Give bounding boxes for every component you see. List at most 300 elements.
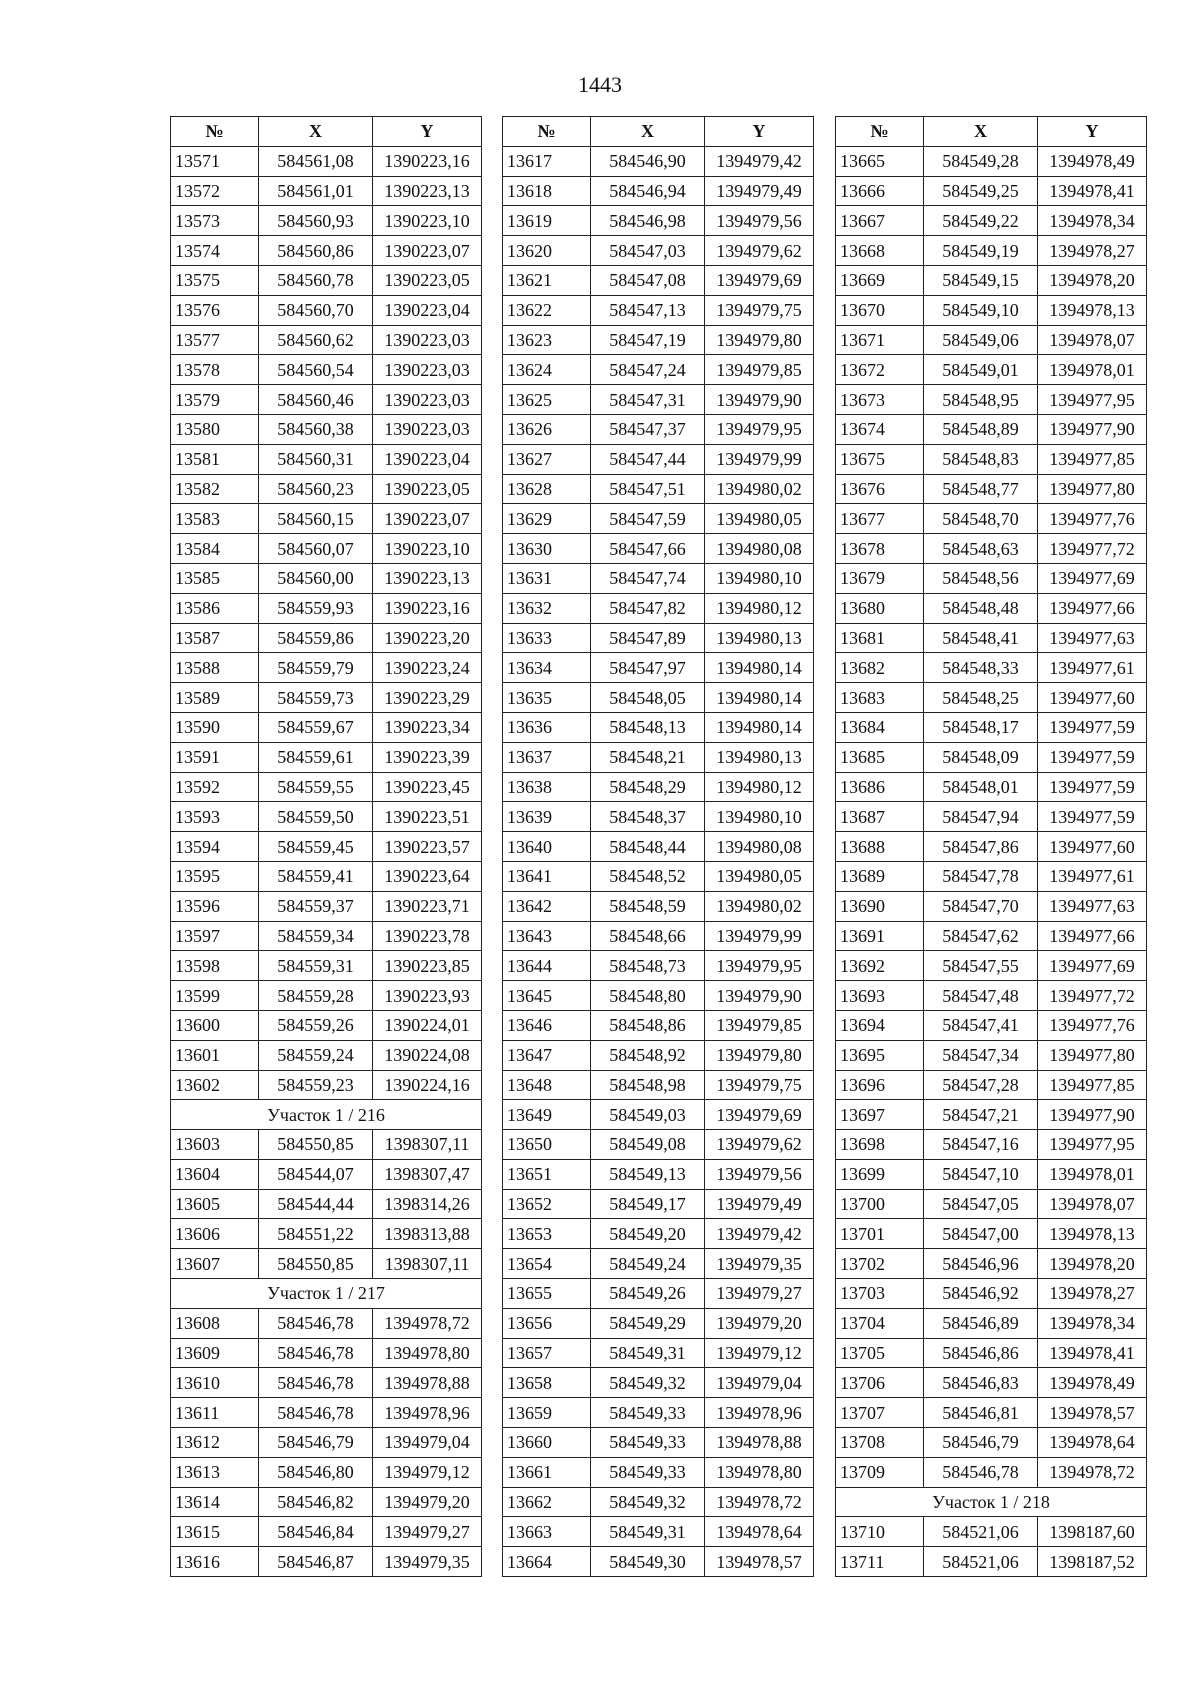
cell-number: 13579: [171, 385, 259, 415]
table-row: [503, 385, 814, 415]
table-row: [171, 1308, 482, 1338]
cell-y: 1390223,07: [373, 504, 482, 534]
cell-number: 13572: [171, 176, 259, 206]
cell-x: 584548,66: [591, 921, 705, 951]
cell-number: 13573: [171, 206, 259, 236]
table-row: [171, 772, 482, 802]
cell-number: 13600: [171, 1010, 259, 1040]
table-row: [171, 1159, 482, 1189]
header-number: №: [171, 117, 259, 147]
table-row: [503, 772, 814, 802]
cell-number: 13703: [836, 1279, 924, 1309]
cell-x: 584549,31: [591, 1338, 705, 1368]
cell-x: 584548,63: [924, 534, 1038, 564]
table-row: [836, 951, 1147, 981]
cell-number: 13621: [503, 265, 591, 295]
cell-number: 13624: [503, 355, 591, 385]
cell-y: 1394978,01: [1038, 355, 1147, 385]
table-row: [503, 563, 814, 593]
cell-x: 584560,46: [259, 385, 373, 415]
cell-number: 13690: [836, 891, 924, 921]
cell-y: 1394977,63: [1038, 891, 1147, 921]
cell-y: 1394979,80: [705, 1040, 814, 1070]
cell-y: 1390223,04: [373, 444, 482, 474]
cell-y: 1394978,72: [705, 1487, 814, 1517]
cell-x: 584546,79: [924, 1428, 1038, 1458]
table-row: [836, 444, 1147, 474]
cell-y: 1390223,24: [373, 653, 482, 683]
cell-number: 13662: [503, 1487, 591, 1517]
cell-x: 584546,79: [259, 1428, 373, 1458]
cell-number: 13684: [836, 712, 924, 742]
table-row: [171, 981, 482, 1011]
cell-x: 584559,45: [259, 832, 373, 862]
cell-y: 1394979,56: [705, 206, 814, 236]
cell-y: 1394977,59: [1038, 802, 1147, 832]
cell-number: 13648: [503, 1070, 591, 1100]
section-label: Участок 1 / 218: [836, 1487, 1147, 1517]
cell-x: 584548,13: [591, 712, 705, 742]
cell-y: 1390223,03: [373, 325, 482, 355]
cell-number: 13681: [836, 623, 924, 653]
cell-number: 13644: [503, 951, 591, 981]
cell-y: 1394977,72: [1038, 534, 1147, 564]
cell-y: 1394980,14: [705, 712, 814, 742]
cell-y: 1394980,12: [705, 593, 814, 623]
cell-y: 1390223,03: [373, 385, 482, 415]
cell-x: 584548,92: [591, 1040, 705, 1070]
cell-x: 584548,98: [591, 1070, 705, 1100]
cell-number: 13585: [171, 563, 259, 593]
cell-x: 584547,00: [924, 1219, 1038, 1249]
table-row: [836, 712, 1147, 742]
cell-number: 13587: [171, 623, 259, 653]
cell-y: 1394977,90: [1038, 1100, 1147, 1130]
cell-number: 13697: [836, 1100, 924, 1130]
header-y: Y: [373, 117, 482, 147]
cell-y: 1394979,20: [705, 1308, 814, 1338]
cell-x: 584547,48: [924, 981, 1038, 1011]
table-row: [503, 504, 814, 534]
cell-number: 13708: [836, 1428, 924, 1458]
cell-y: 1394977,61: [1038, 861, 1147, 891]
cell-y: 1390223,64: [373, 861, 482, 891]
cell-x: 584549,10: [924, 295, 1038, 325]
section-label: Участок 1 / 217: [171, 1279, 482, 1309]
cell-x: 584544,44: [259, 1189, 373, 1219]
table-row: [171, 1547, 482, 1577]
table-row: [171, 206, 482, 236]
cell-number: 13575: [171, 265, 259, 295]
table-row: [171, 504, 482, 534]
cell-y: 1398307,11: [373, 1249, 482, 1279]
cell-number: 13596: [171, 891, 259, 921]
cell-number: 13710: [836, 1517, 924, 1547]
cell-y: 1394978,34: [1038, 206, 1147, 236]
cell-x: 584549,08: [591, 1130, 705, 1160]
table-row: [503, 1279, 814, 1309]
cell-x: 584559,73: [259, 683, 373, 713]
cell-y: 1394979,99: [705, 444, 814, 474]
cell-number: 13617: [503, 146, 591, 176]
cell-x: 584549,13: [591, 1159, 705, 1189]
table-row: [171, 593, 482, 623]
cell-y: 1394977,60: [1038, 683, 1147, 713]
cell-number: 13698: [836, 1130, 924, 1160]
cell-x: 584549,32: [591, 1487, 705, 1517]
table-row: [171, 1070, 482, 1100]
cell-number: 13659: [503, 1398, 591, 1428]
table-row: [503, 265, 814, 295]
cell-x: 584561,01: [259, 176, 373, 206]
cell-y: 1390223,04: [373, 295, 482, 325]
table-row: [503, 295, 814, 325]
cell-y: 1390223,05: [373, 474, 482, 504]
cell-number: 13580: [171, 414, 259, 444]
table-row: [171, 325, 482, 355]
cell-y: 1394980,10: [705, 802, 814, 832]
cell-y: 1394979,85: [705, 355, 814, 385]
cell-y: 1394979,12: [373, 1457, 482, 1487]
table-row: [836, 742, 1147, 772]
cell-number: 13610: [171, 1368, 259, 1398]
cell-number: 13619: [503, 206, 591, 236]
cell-y: 1390223,07: [373, 236, 482, 266]
cell-number: 13614: [171, 1487, 259, 1517]
cell-x: 584547,31: [591, 385, 705, 415]
table-row: [503, 1219, 814, 1249]
table-row: [836, 146, 1147, 176]
cell-y: 1394978,34: [1038, 1308, 1147, 1338]
cell-number: 13689: [836, 861, 924, 891]
cell-y: 1394977,72: [1038, 981, 1147, 1011]
cell-y: 1394977,61: [1038, 653, 1147, 683]
cell-number: 13675: [836, 444, 924, 474]
table-row: [171, 474, 482, 504]
cell-x: 584560,93: [259, 206, 373, 236]
cell-number: 13578: [171, 355, 259, 385]
cell-number: 13611: [171, 1398, 259, 1428]
cell-y: 1394978,07: [1038, 1189, 1147, 1219]
table-row: [171, 1428, 482, 1458]
table-row: [171, 563, 482, 593]
cell-y: 1394977,76: [1038, 504, 1147, 534]
table-row: [171, 265, 482, 295]
cell-y: 1394979,27: [705, 1279, 814, 1309]
cell-y: 1398307,11: [373, 1130, 482, 1160]
cell-y: 1394978,20: [1038, 1249, 1147, 1279]
cell-x: 584559,50: [259, 802, 373, 832]
header-y: Y: [1038, 117, 1147, 147]
cell-number: 13696: [836, 1070, 924, 1100]
table-row: [171, 1189, 482, 1219]
cell-x: 584546,96: [924, 1249, 1038, 1279]
section-row: [171, 1100, 482, 1130]
cell-x: 584546,78: [259, 1338, 373, 1368]
cell-y: 1390223,93: [373, 981, 482, 1011]
cell-x: 584546,87: [259, 1547, 373, 1577]
cell-x: 584549,03: [591, 1100, 705, 1130]
cell-number: 13642: [503, 891, 591, 921]
cell-y: 1398187,60: [1038, 1517, 1147, 1547]
cell-y: 1394980,05: [705, 504, 814, 534]
cell-y: 1394980,14: [705, 683, 814, 713]
cell-y: 1390223,39: [373, 742, 482, 772]
cell-number: 13599: [171, 981, 259, 1011]
cell-x: 584548,80: [591, 981, 705, 1011]
table-row: [836, 1547, 1147, 1577]
table-row: [503, 1130, 814, 1160]
cell-y: 1394978,96: [705, 1398, 814, 1428]
cell-y: 1394979,12: [705, 1338, 814, 1368]
table-row: [171, 1249, 482, 1279]
cell-y: 1394977,95: [1038, 1130, 1147, 1160]
table-row: [836, 921, 1147, 951]
cell-y: 1390223,57: [373, 832, 482, 862]
cell-x: 584546,92: [924, 1279, 1038, 1309]
header-x: X: [591, 117, 705, 147]
table-row: [171, 623, 482, 653]
table-row: [836, 474, 1147, 504]
cell-y: 1390223,03: [373, 414, 482, 444]
cell-number: 13584: [171, 534, 259, 564]
cell-x: 584548,33: [924, 653, 1038, 683]
cell-x: 584559,23: [259, 1070, 373, 1100]
cell-number: 13652: [503, 1189, 591, 1219]
cell-y: 1394980,14: [705, 653, 814, 683]
cell-y: 1394979,27: [373, 1517, 482, 1547]
table-header-row: [503, 117, 814, 147]
cell-number: 13645: [503, 981, 591, 1011]
table-row: [503, 534, 814, 564]
cell-number: 13653: [503, 1219, 591, 1249]
cell-number: 13704: [836, 1308, 924, 1338]
cell-x: 584547,89: [591, 623, 705, 653]
table-row: [836, 1040, 1147, 1070]
cell-x: 584546,78: [259, 1398, 373, 1428]
cell-y: 1394979,35: [373, 1547, 482, 1577]
table-row: [171, 534, 482, 564]
cell-number: 13608: [171, 1308, 259, 1338]
cell-x: 584549,17: [591, 1189, 705, 1219]
table-row: [836, 1338, 1147, 1368]
cell-number: 13616: [171, 1547, 259, 1577]
table-row: [836, 504, 1147, 534]
cell-number: 13589: [171, 683, 259, 713]
cell-x: 584521,06: [924, 1547, 1038, 1577]
cell-x: 584547,10: [924, 1159, 1038, 1189]
cell-x: 584547,74: [591, 563, 705, 593]
cell-x: 584547,78: [924, 861, 1038, 891]
table-row: [503, 206, 814, 236]
table-row: [503, 474, 814, 504]
cell-number: 13669: [836, 265, 924, 295]
table-row: [171, 742, 482, 772]
table-row: [503, 1159, 814, 1189]
table-row: [503, 1428, 814, 1458]
cell-y: 1394978,64: [705, 1517, 814, 1547]
table-row: [503, 832, 814, 862]
table-row: [503, 1457, 814, 1487]
cell-number: 13629: [503, 504, 591, 534]
cell-x: 584548,52: [591, 861, 705, 891]
table-row: [836, 414, 1147, 444]
table-row: [171, 1368, 482, 1398]
cell-number: 13686: [836, 772, 924, 802]
cell-number: 13636: [503, 712, 591, 742]
cell-number: 13700: [836, 1189, 924, 1219]
table-row: [503, 951, 814, 981]
cell-y: 1394979,69: [705, 1100, 814, 1130]
cell-number: 13630: [503, 534, 591, 564]
cell-y: 1394977,85: [1038, 444, 1147, 474]
cell-y: 1394977,59: [1038, 712, 1147, 742]
table-row: [503, 891, 814, 921]
coordinates-table-1: [170, 116, 482, 1577]
cell-number: 13613: [171, 1457, 259, 1487]
cell-number: 13701: [836, 1219, 924, 1249]
cell-number: 13663: [503, 1517, 591, 1547]
cell-x: 584548,01: [924, 772, 1038, 802]
cell-y: 1390224,16: [373, 1070, 482, 1100]
cell-x: 584546,83: [924, 1368, 1038, 1398]
cell-y: 1394977,80: [1038, 1040, 1147, 1070]
cell-x: 584547,55: [924, 951, 1038, 981]
cell-y: 1394978,88: [705, 1428, 814, 1458]
cell-number: 13577: [171, 325, 259, 355]
cell-number: 13673: [836, 385, 924, 415]
cell-y: 1394978,64: [1038, 1428, 1147, 1458]
cell-y: 1394978,27: [1038, 1279, 1147, 1309]
cell-y: 1390224,01: [373, 1010, 482, 1040]
cell-x: 584547,62: [924, 921, 1038, 951]
table-row: [503, 1308, 814, 1338]
table-row: [503, 981, 814, 1011]
cell-x: 584560,15: [259, 504, 373, 534]
table-row: [836, 772, 1147, 802]
cell-y: 1394979,42: [705, 1219, 814, 1249]
cell-number: 13670: [836, 295, 924, 325]
cell-x: 584559,93: [259, 593, 373, 623]
cell-x: 584549,31: [591, 1517, 705, 1547]
table-row: [836, 1100, 1147, 1130]
table-row: [836, 1159, 1147, 1189]
cell-number: 13705: [836, 1338, 924, 1368]
table-row: [836, 1189, 1147, 1219]
cell-number: 13649: [503, 1100, 591, 1130]
cell-y: 1394979,49: [705, 1189, 814, 1219]
cell-y: 1394980,02: [705, 474, 814, 504]
cell-number: 13603: [171, 1130, 259, 1160]
cell-x: 584547,13: [591, 295, 705, 325]
cell-y: 1394977,90: [1038, 414, 1147, 444]
table-row: [836, 1279, 1147, 1309]
cell-x: 584559,86: [259, 623, 373, 653]
cell-y: 1394977,76: [1038, 1010, 1147, 1040]
cell-y: 1394978,80: [373, 1338, 482, 1368]
cell-number: 13626: [503, 414, 591, 444]
header-x: X: [924, 117, 1038, 147]
cell-number: 13643: [503, 921, 591, 951]
cell-y: 1394979,20: [373, 1487, 482, 1517]
cell-y: 1390223,20: [373, 623, 482, 653]
cell-y: 1390223,16: [373, 593, 482, 623]
cell-number: 13594: [171, 832, 259, 862]
cell-y: 1394980,08: [705, 832, 814, 862]
table-row: [836, 1070, 1147, 1100]
cell-x: 584547,21: [924, 1100, 1038, 1130]
cell-x: 584547,16: [924, 1130, 1038, 1160]
cell-x: 584548,59: [591, 891, 705, 921]
coordinates-table-3: [835, 116, 1147, 1577]
cell-y: 1390223,29: [373, 683, 482, 713]
cell-x: 584549,33: [591, 1457, 705, 1487]
table-row: [836, 593, 1147, 623]
cell-number: 13632: [503, 593, 591, 623]
cell-y: 1390223,45: [373, 772, 482, 802]
cell-number: 13627: [503, 444, 591, 474]
cell-number: 13612: [171, 1428, 259, 1458]
cell-x: 584559,67: [259, 712, 373, 742]
cell-number: 13581: [171, 444, 259, 474]
table-row: [171, 414, 482, 444]
cell-x: 584548,56: [924, 563, 1038, 593]
cell-y: 1390223,16: [373, 146, 482, 176]
cell-x: 584549,19: [924, 236, 1038, 266]
table-row: [836, 891, 1147, 921]
cell-number: 13679: [836, 563, 924, 593]
cell-number: 13637: [503, 742, 591, 772]
table-row: [836, 1249, 1147, 1279]
cell-number: 13702: [836, 1249, 924, 1279]
cell-y: 1394977,69: [1038, 563, 1147, 593]
table-row: [503, 653, 814, 683]
cell-number: 13692: [836, 951, 924, 981]
table-row: [503, 1100, 814, 1130]
cell-x: 584560,31: [259, 444, 373, 474]
cell-y: 1394980,13: [705, 623, 814, 653]
cell-number: 13620: [503, 236, 591, 266]
cell-y: 1394978,41: [1038, 176, 1147, 206]
table-row: [836, 683, 1147, 713]
cell-number: 13688: [836, 832, 924, 862]
cell-x: 584559,79: [259, 653, 373, 683]
cell-number: 13640: [503, 832, 591, 862]
table-row: [836, 325, 1147, 355]
cell-x: 584546,78: [924, 1457, 1038, 1487]
cell-x: 584548,41: [924, 623, 1038, 653]
cell-y: 1394978,13: [1038, 1219, 1147, 1249]
cell-number: 13658: [503, 1368, 591, 1398]
table-row: [836, 1428, 1147, 1458]
table-row: [171, 385, 482, 415]
cell-number: 13660: [503, 1428, 591, 1458]
cell-number: 13633: [503, 623, 591, 653]
cell-x: 584547,97: [591, 653, 705, 683]
cell-x: 584559,26: [259, 1010, 373, 1040]
table-row: [836, 1457, 1147, 1487]
table-row: [836, 206, 1147, 236]
cell-number: 13639: [503, 802, 591, 832]
cell-number: 13638: [503, 772, 591, 802]
cell-number: 13646: [503, 1010, 591, 1040]
table-row: [836, 176, 1147, 206]
cell-y: 1390223,10: [373, 534, 482, 564]
table-row: [503, 1010, 814, 1040]
table-row: [171, 951, 482, 981]
cell-x: 584548,05: [591, 683, 705, 713]
table-row: [503, 802, 814, 832]
